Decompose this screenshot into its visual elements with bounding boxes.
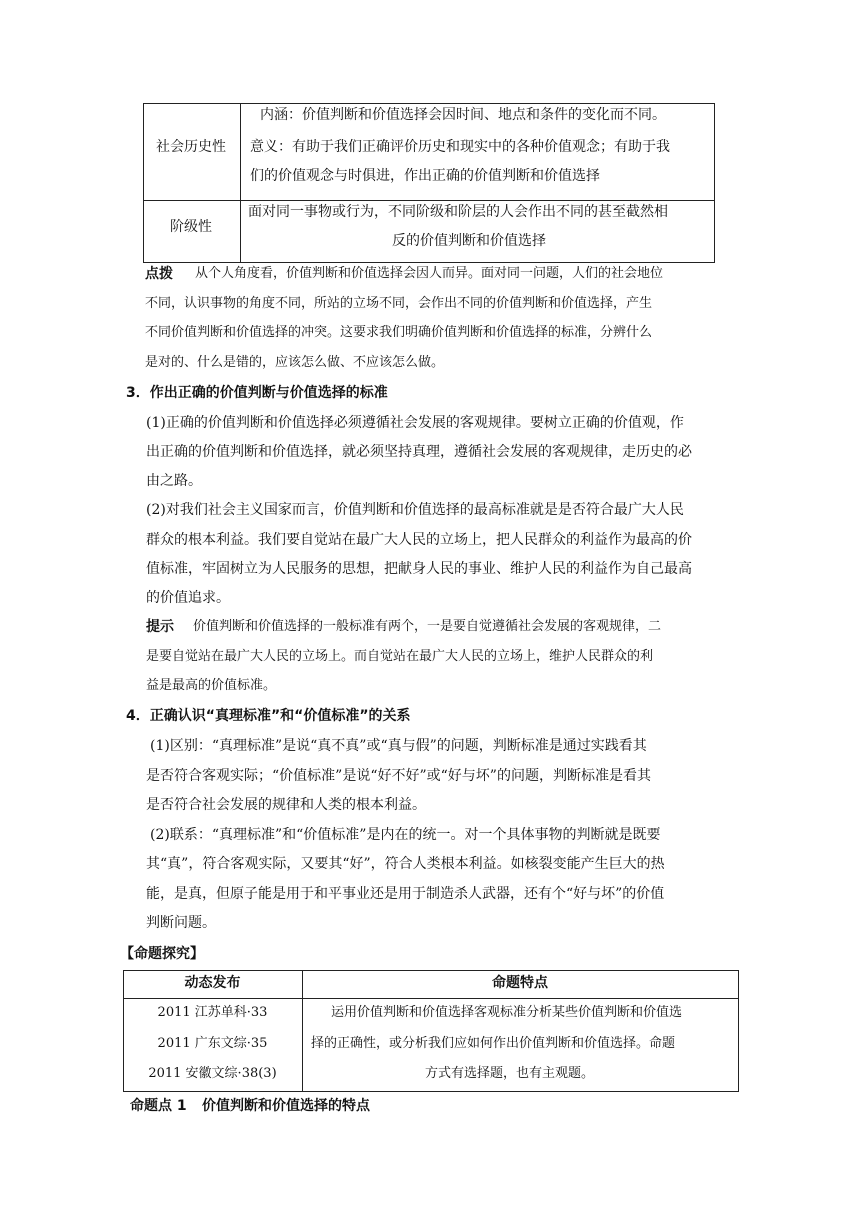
col-header-features: 命题特点 <box>492 975 548 991</box>
source-item: 2011 江苏单科·33 <box>157 1005 268 1020</box>
section-3-paragraph-line: (1)正确的价值判断和价值选择必须遵循社会发展的客观规律。要树立正确的价值观，作 <box>146 415 684 431</box>
point-1-title: 价值判断和价值选择的特点 <box>202 1098 370 1114</box>
row-label-class: 阶级性 <box>170 219 212 235</box>
col-header-dynamic: 动态发布 <box>184 975 241 991</box>
source-item: 2011 安徽文综·38(3) <box>148 1066 277 1081</box>
source-item: 2011 广东文综·35 <box>157 1036 268 1051</box>
feature-line: 方式有选择题，也有主观题。 <box>425 1066 595 1081</box>
row-text-line: 们的价值观念与时俱进，作出正确的价值判断和价值选择 <box>250 168 600 184</box>
dianbo-line: 不同，认识事物的角度不同，所站的立场不同，会作出不同的价值判断和价值选择，产生 <box>145 296 653 311</box>
tishi-line: 益是最高的价值标准。 <box>146 678 277 693</box>
tishi-line: 是要自觉站在最广大人民的立场上。而自觉站在最广大人民的立场上，维护人民群众的利 <box>146 649 654 664</box>
row-label-social-history: 社会历史性 <box>156 139 226 155</box>
section-4-paragraph-line: 判断问题。 <box>146 915 216 931</box>
section-3-paragraph-line: 出正确的价值判断和价值选择，就必须坚持真理，遵循社会发展的客观规律，走历史的必 <box>146 444 692 460</box>
point-1-label: 命题点 1 <box>130 1098 187 1114</box>
section-4-heading: 4．正确认识“真理标准”和“价值标准”的关系 <box>126 708 411 724</box>
section-4-paragraph-line: 是否符合社会发展的规律和人类的根本利益。 <box>146 797 426 813</box>
section-4-paragraph-line: 其“真”，符合客观实际，又要其“好”，符合人类根本利益。如核裂变能产生巨大的热 <box>146 856 665 872</box>
section-4-paragraph-line: 是否符合客观实际；“价值标准”是说“好不好”或“好与坏”的问题，判断标准是看其 <box>146 768 651 784</box>
table-divider <box>240 104 241 262</box>
section-4-paragraph-line: 能，是真，但原子能是用于和平事业还是用于制造杀人武器，还有个“好与坏”的价值 <box>146 886 665 902</box>
mingti-heading: 【命题探究】 <box>120 946 204 962</box>
section-3-paragraph-line: (2)对我们社会主义国家而言，价值判断和价值选择的最高标准就是是否符合最广大人民 <box>146 502 684 518</box>
section-3-paragraph-line: 的价值追求。 <box>146 590 230 606</box>
feature-line: 运用价值判断和价值选择客观标准分析某些价值判断和价值选 <box>331 1005 683 1020</box>
section-3-paragraph-line: 值标准，牢固树立为人民服务的思想，把献身人民的事业、维护人民的利益作为自己最高 <box>146 561 692 577</box>
row-text-line: 意义：有助于我们正确评价历史和现实中的各种价值观念；有助于我 <box>250 139 670 155</box>
dianbo-line: 是对的、什么是错的，应该怎么做、不应该怎么做。 <box>145 355 445 370</box>
row-text-line: 面对同一事物或行为，不同阶级和阶层的人会作出不同的甚至截然相 <box>248 204 668 220</box>
section-3-paragraph-line: 由之路。 <box>146 473 202 489</box>
section-3-paragraph-line: 群众的根本利益。我们要自觉站在最广大人民的立场上，把人民群众的利益作为最高的价 <box>146 532 692 548</box>
section-4-paragraph-line: (1)区别：“真理标准”是说“真不真”或“真与假”的问题，判断标准是通过实践看其 <box>150 738 647 754</box>
row-text-line: 内涵：价值判断和价值选择会因时间、地点和条件的变化而不同。 <box>260 107 666 123</box>
dianbo-line: 从个人角度看，价值判断和价值选择会因人而异。面对同一问题，人们的社会地位 <box>195 266 664 281</box>
dianbo-line: 不同价值判断和价值选择的冲突。这要求我们明确价值判断和价值选择的标准，分辨什么 <box>145 325 653 340</box>
tishi-label: 提示 <box>146 619 174 635</box>
section-3-heading: 3．作出正确的价值判断与价值选择的标准 <box>126 385 388 401</box>
section-4-paragraph-line: (2)联系：“真理标准”和“价值标准”是内在的统一。对一个具体事物的判断就是既要 <box>150 827 661 843</box>
tishi-line: 价值判断和价值选择的一般标准有两个，一是要自觉遵循社会发展的客观规律，二 <box>193 619 662 634</box>
row-text-line: 反的价值判断和价值选择 <box>392 233 546 249</box>
feature-line: 择的正确性，或分析我们应如何作出价值判断和价值选择。命题 <box>311 1036 676 1051</box>
table-divider <box>144 200 714 201</box>
dianbo-label: 点拨 <box>145 266 173 282</box>
table-divider <box>124 998 738 999</box>
